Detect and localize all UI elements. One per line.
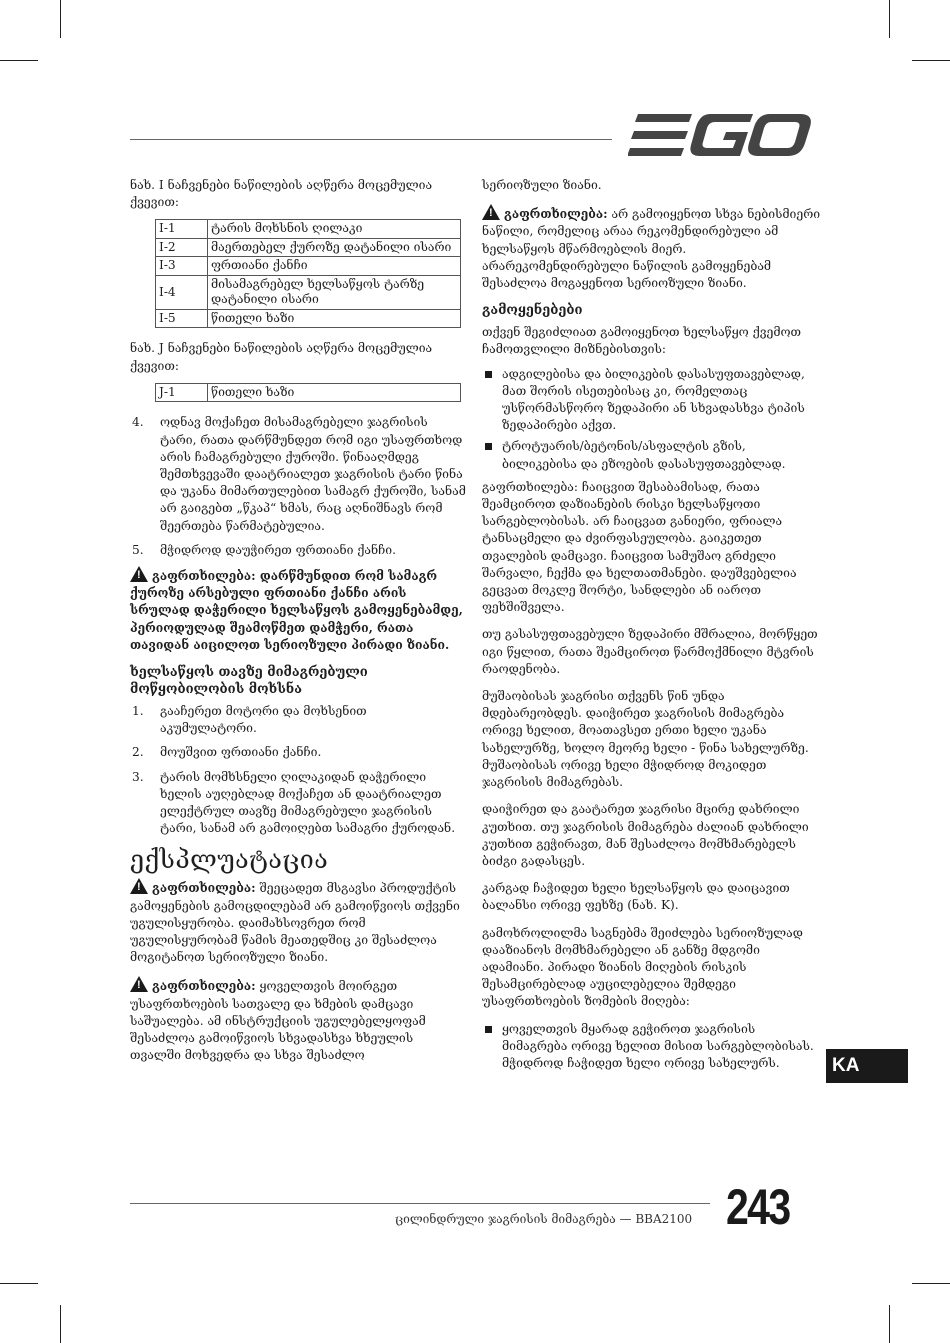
warning-text: ყოველთვის მოირგეთ უსაფრთხოების სათვალე და ხმების დამცავი საშუალება. ამ ინსტრუქციის უგულებელყოფამ შესაძლოა გამოიწვიოს სხვადასხვა ხხეულის თვალში მოხვედრა და სხვა შესაძლო [130,979,426,1063]
header-rule [130,139,612,140]
warning-icon [130,878,148,894]
paragraph: გამოხროლილმა საგნებმა შეიძლება სერიოზულად დააზიანოს მომხმარებელი ან განზე მდგომი ადამიანი. პირადი ზიანის მიღების რისკის შესამცირებლად აუცილებელია შემდეგი უსაფრთხოების ზომების მიღება: [482,925,803,1009]
crop-mark [0,60,38,61]
list-item-text: ადგილებისა და ბილიკების დასასუფთავებლად, მათ შორის ისეთებისაც კი, რომელთაც უსწორმასწორო ზედაპირი ან სხვადასხვა ტიპის ზედაპირები აქვთ. [502,366,805,433]
list-item [482,366,822,435]
crop-mark [60,0,61,38]
bullet-icon [485,443,492,450]
step-text: მოუშვით ფრთიანი ქანჩი. [160,745,322,760]
table-row [156,220,461,239]
step-number: 3. [132,769,144,784]
bullet-icon [485,371,492,378]
ego-logo [628,112,814,162]
continued-text: სერიოზული ზიანი. [482,178,602,192]
safety-list [482,1021,822,1073]
crop-mark [889,0,890,38]
bullet-icon [485,1026,492,1033]
step-number: 4. [132,415,144,430]
uses-intro: თქვენ შეგიძლიათ გამოიყენოთ ხელსაწყო ქვემოთ ჩამოთვლილი მიზნებისთვის: [482,325,802,357]
warning-icon [130,976,148,992]
warning-label: გაფრთხილება: [152,979,256,994]
parts-table-i [155,219,461,328]
step-number: 1. [132,703,144,718]
step-item [130,414,466,534]
warning-icon [130,566,148,582]
part-desc: წითელი ხაზი [208,309,461,328]
figure-i-intro: ნახ. I ნაჩვენები ნაწილების აღწერა მოცემულია ქვევით: [130,178,433,210]
step-number: 5. [132,542,144,557]
list-item-text: ტროტუარის/ბეტონის/ასფალტის გზის, ბილიკებისა და ეზოების დასასუფთავებლად. [502,439,786,471]
step-number: 2. [132,745,144,760]
part-ref: I-5 [156,309,208,328]
uses-list [482,366,822,473]
paragraph: თუ გასასუფთავებული ზედაპირი მშრალია, მორწყეთ იგი წყლით, რათა შეამციროთ წარმოქმნილი მტვრის რაოდენობა. [482,627,818,676]
part-ref: I-1 [156,220,208,239]
part-desc: წითელი ხაზი [208,383,461,402]
warning-block [130,566,466,654]
warning-text: არ გამოიყენოთ სხვა ნებისმიერი ნაწილი, რომელიც არაა რეკომენდირებული ამ ხელსაწყოს მწარმოებლის მიერ. არარეკომენდირებული ნაწილის გამოყენებამ შესაძლოა მოგაყენოთ სერიოზული ზიანი. [482,207,821,291]
list-item [482,1021,822,1073]
part-desc: მაერთებელ ქუროზე დატანილი ისარი [208,238,461,257]
part-desc: ფრთიანი ქანჩი [208,257,461,276]
step-item [130,744,466,761]
step-text: ოდნავ მოქაჩეთ მისამაგრებელი ჯაგრისის ტარი, რათა დარწმუნდეთ რომ იგი უსაფრთხოდ არის ჩამაგრებული ქუროში. წინააღმდეგ შემთხვევაში დაატრიალეთ ჯაგრისის ტარი წინა და უკანა მიმართულებით სამაგრ ქუროში, სანამ არ გაიგებთ „წკაპ“ ხმას, რაც აღნიშნავს რომ შეერთება წარმატებულია. [160,415,466,533]
footer-text: ცილინდრული ჯაგრისის მიმაგრება — BBA2100 [395,1212,693,1226]
step-text: ტარის მომხსნელი ღილაკიდან დაჭერილი ხელის აუღებლად მოქაჩეთ ან დაატრიალეთ ელექტრულ თავზე მიმაგრებული ჯაგრისის ტარი, სანამ არ გამოიღებთ სამაგრი ქუროდან. [160,769,456,836]
step-text: გააჩერეთ მოტორი და მოხსენით აკუმულატორი. [160,703,367,736]
warning-label: გაფრთხილება: [152,881,256,896]
warning-block [482,204,822,292]
warning-block [130,976,466,1064]
warning-text: დარწმუნდით რომ სამაგრ ქუროზე არსებული ფრთიანი ქანჩი არის სრულად დაჭერილი ხელსაწყოს გამოყენებამდე, პერიოდულად შეამოწმეთ დამჭერი, რათა თავიდან აიცილოთ სერიოზული პირადი ზიანი. [130,568,463,652]
part-ref: I-4 [156,275,208,309]
crop-mark [912,1283,950,1284]
table-row [156,309,461,328]
left-column [130,177,466,1074]
operation-heading: ექსპლუატაცია [130,845,329,875]
step-item [130,542,466,559]
paragraph: დაიჭირეთ და გაატარეთ ჯაგრისი მცირე დახრილი კუთხით. თუ ჯაგრისის მიმაგრება ძალიან დახრილი კუთხით გეჭირავთ, მან შესაძლოა მომხმარებელს ბიძგი გადასცეს. [482,802,809,868]
footer-rule [130,1203,710,1204]
list-item-text: ყოველთვის მყარად გეჭიროთ ჯაგრისის მიმაგრება ორივე ხელით მისით სარგებლობისას. მჭიდროდ ჩაჭიდეთ ხელი ორივე სახელურს. [502,1021,814,1070]
step-item [130,769,466,838]
right-column [482,177,822,1078]
table-row [156,383,461,402]
language-tab: KA [826,1049,908,1083]
crop-mark [889,1305,890,1343]
table-row [156,238,461,257]
crop-mark [0,1283,38,1284]
list-item [482,438,822,472]
warning-label: გაფრთხილება: [504,207,608,222]
figure-j-intro: ნახ. J ნაჩვენები ნაწილების აღწერა მოცემულია ქვევით: [130,341,433,373]
warning-label: გაფრთხილება: [152,568,256,583]
warning-block [130,878,466,966]
crop-mark [60,1305,61,1343]
page-number: 243 [726,1179,790,1235]
part-ref: I-3 [156,257,208,276]
warning-text: შეეცადეთ მსგავსი პროდუქტის გამოყენების გამოცდილებამ არ გამოიწვიოს თქვენი უგულისყურობა. დაიმახსოვრეთ რომ უგულისყურობამ წამის მეათედშიც კი შესაძლოა მოგიტანოთ სერიოზული ზიანი. [130,881,460,965]
paragraph: კარგად ჩაჭიდეთ ხელი ხელსაწყოს და დაიცავით ბალანსი ორივე ფეხზე (ნახ. K). [482,881,790,913]
step-text: მჭიდროდ დაუჭირეთ ფრთიანი ქანჩი. [160,542,396,557]
paragraph: გაფრთხილება: ჩაიცვით შესაბამისად, რათა შეამციროთ დაზიანების რისკი ხელსაწყოთი სარგებლობისას. არ ჩაიცვათ განიერი, ფრიალა ტანსაცმელი და ძვირფასეულობა. გაიკეთეთ თვალების დამცავი. ჩაიცვით სამუშაო გრძელი შარვალი, ჩექმა და ხელთათმანები. დაუშვებელია გეცვათ მოკლე შორტი, სანდლები ან იაროთ ფეხშიშველა. [482,479,797,615]
warning-icon [482,204,500,220]
table-row [156,257,461,276]
section-heading: ხელსაწყოს თავზე მიმაგრებული მოწყობილობის მოხსნა [130,664,368,697]
section-heading: გამოყენებები [482,303,583,319]
table-row [156,275,461,309]
part-desc: მისამაგრებელ ხელსაწყოს ტარზე დატანილი ისარი [208,275,461,309]
crop-mark [912,60,950,61]
paragraph: მუშაობისას ჯაგრისი თქვენს წინ უნდა მდებარეობდეს. დაიჭირეთ ჯაგრისის მიმაგრება ორივე ხელით, მოათავსეთ ერთი ხელი უკანა სახელურზე, ხოლო მეორე ხელი - წინა სახელურზე. მუშაობისას ორივე ხელი მჭიდროდ მოკიდეთ ჯაგრისის მიმაგრებას. [482,689,809,790]
part-desc: ტარის მოხსნის ღილაკი [208,220,461,239]
part-ref: J-1 [156,383,208,402]
step-item [130,703,466,737]
parts-table-j [155,383,461,403]
part-ref: I-2 [156,238,208,257]
